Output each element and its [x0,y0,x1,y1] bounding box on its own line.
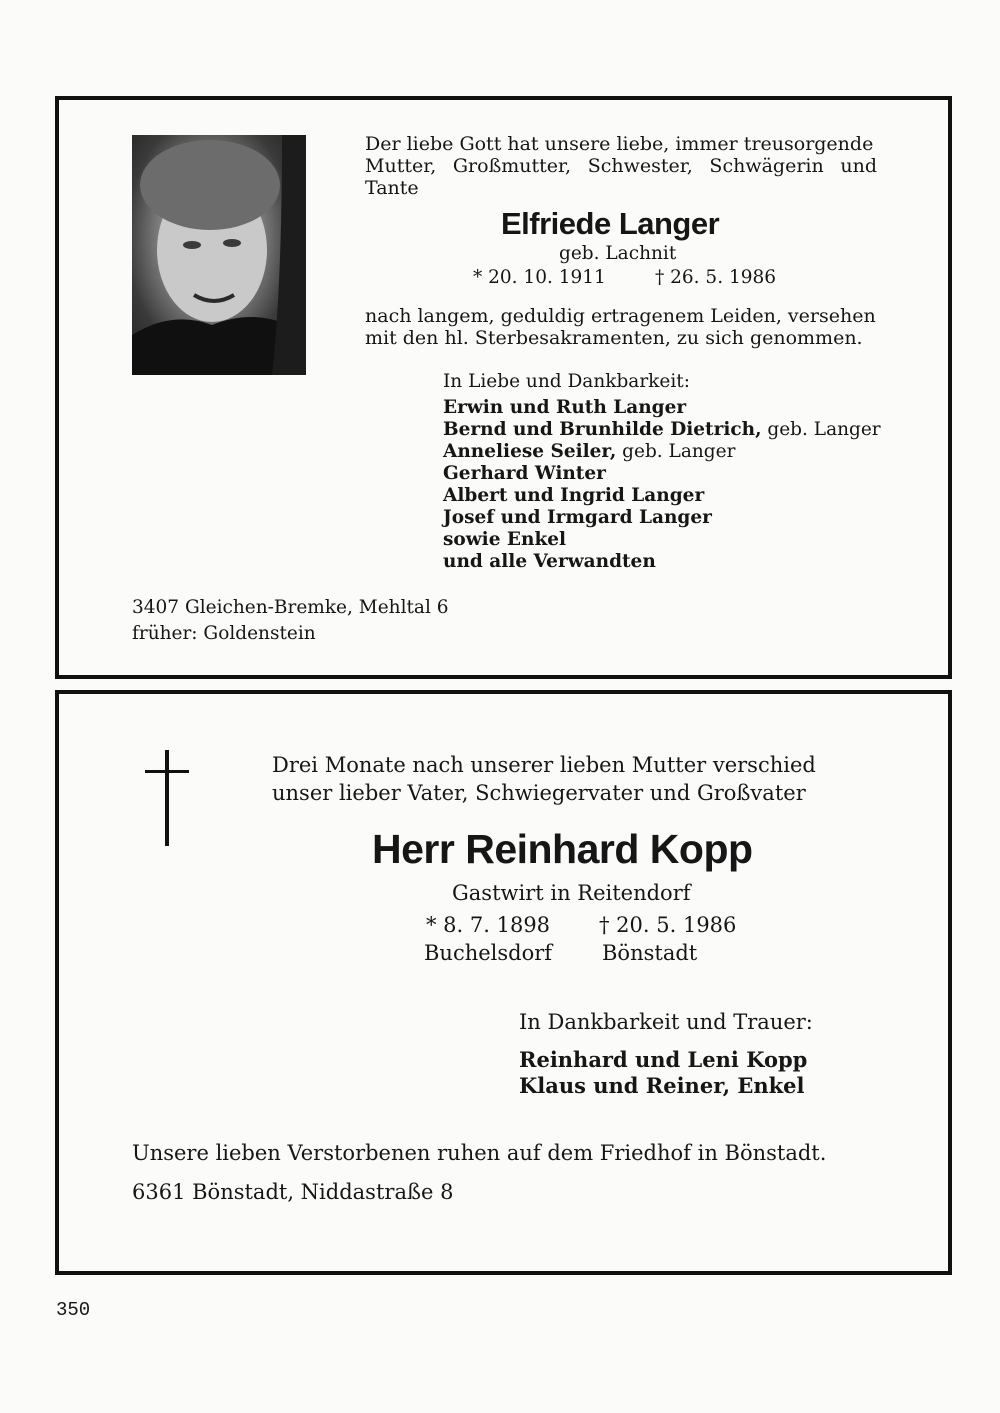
former-residence: früher: Goldenstein [132,623,316,644]
death-date: † 20. 5. 1986 [599,913,737,937]
occupation: Gastwirt in Reitendorf [452,881,691,905]
mourner-name: sowie Enkel [443,529,567,550]
mourner-line [443,551,881,573]
body-text-line: mit den hl. Sterbesakramenten, zu sich genommen. [365,327,863,349]
mourners-heading: In Dankbarkeit und Trauer: [519,1010,813,1034]
portrait-photo [132,135,306,375]
death-date: † 26. 5. 1986 [655,267,777,288]
mourner-suffix: geb. Langer [761,419,881,440]
intro-line: unser lieber Vater, Schwiegervater und Großvater [272,781,806,805]
cross-icon [145,750,189,846]
mourner-line [443,419,881,441]
mourner-line [443,463,881,485]
birth-name: geb. Lachnit [559,243,677,264]
death-place: Bönstadt [602,941,698,965]
mourner-line [443,529,881,551]
portrait-image [132,135,306,375]
mourner-name: Gerhard Winter [443,463,606,484]
birth-place: Buchelsdorf [424,941,553,965]
mourner-name: und alle Verwandten [443,551,656,572]
intro-line: Tante [365,177,419,199]
obituary-notice-kopp [55,690,952,1275]
mourner-name: Erwin und Ruth Langer [443,397,687,418]
mourners-list [443,397,881,573]
mourner-name: Reinhard und Leni Kopp [519,1047,808,1072]
mourner-name: Klaus und Reiner, Enkel [519,1073,805,1098]
mourner-line [443,441,881,463]
intro-line: Drei Monate nach unserer lieben Mutter verschied [272,753,816,777]
birth-date: * 8. 7. 1898 [426,913,551,937]
intro-line: Mutter, Großmutter, Schwester, Schwägerin und [365,155,877,177]
mourner-suffix: geb. Langer [616,441,736,462]
intro-line: Der liebe Gott hat unsere liebe, immer treusorgende [365,133,874,155]
mourner-line [443,485,881,507]
deceased-name: Herr Reinhard Kopp [372,826,753,872]
birth-date: * 20. 10. 1911 [473,267,606,288]
address: 6361 Bönstadt, Niddastraße 8 [132,1180,454,1204]
obituary-notice-langer [55,96,952,679]
mourner-name: Albert und Ingrid Langer [443,485,705,506]
address: 3407 Gleichen-Bremke, Mehltal 6 [132,597,449,618]
body-text-line: nach langem, geduldig ertragenem Leiden, versehen [365,305,876,327]
burial-note: Unsere lieben Verstorbenen ruhen auf dem Friedhof in Bönstadt. [132,1141,827,1165]
mourner-name: Bernd und Brunhilde Dietrich, [443,419,762,440]
mourner-name: Josef und Irmgard Langer [443,507,712,528]
mourner-name: Anneliese Seiler, [443,441,617,462]
deceased-name: Elfriede Langer [501,206,720,241]
mourner-line [443,507,881,529]
mourner-line [443,397,881,419]
mourners-heading: In Liebe und Dankbarkeit: [443,371,690,392]
page-number: 350 [56,1299,91,1321]
